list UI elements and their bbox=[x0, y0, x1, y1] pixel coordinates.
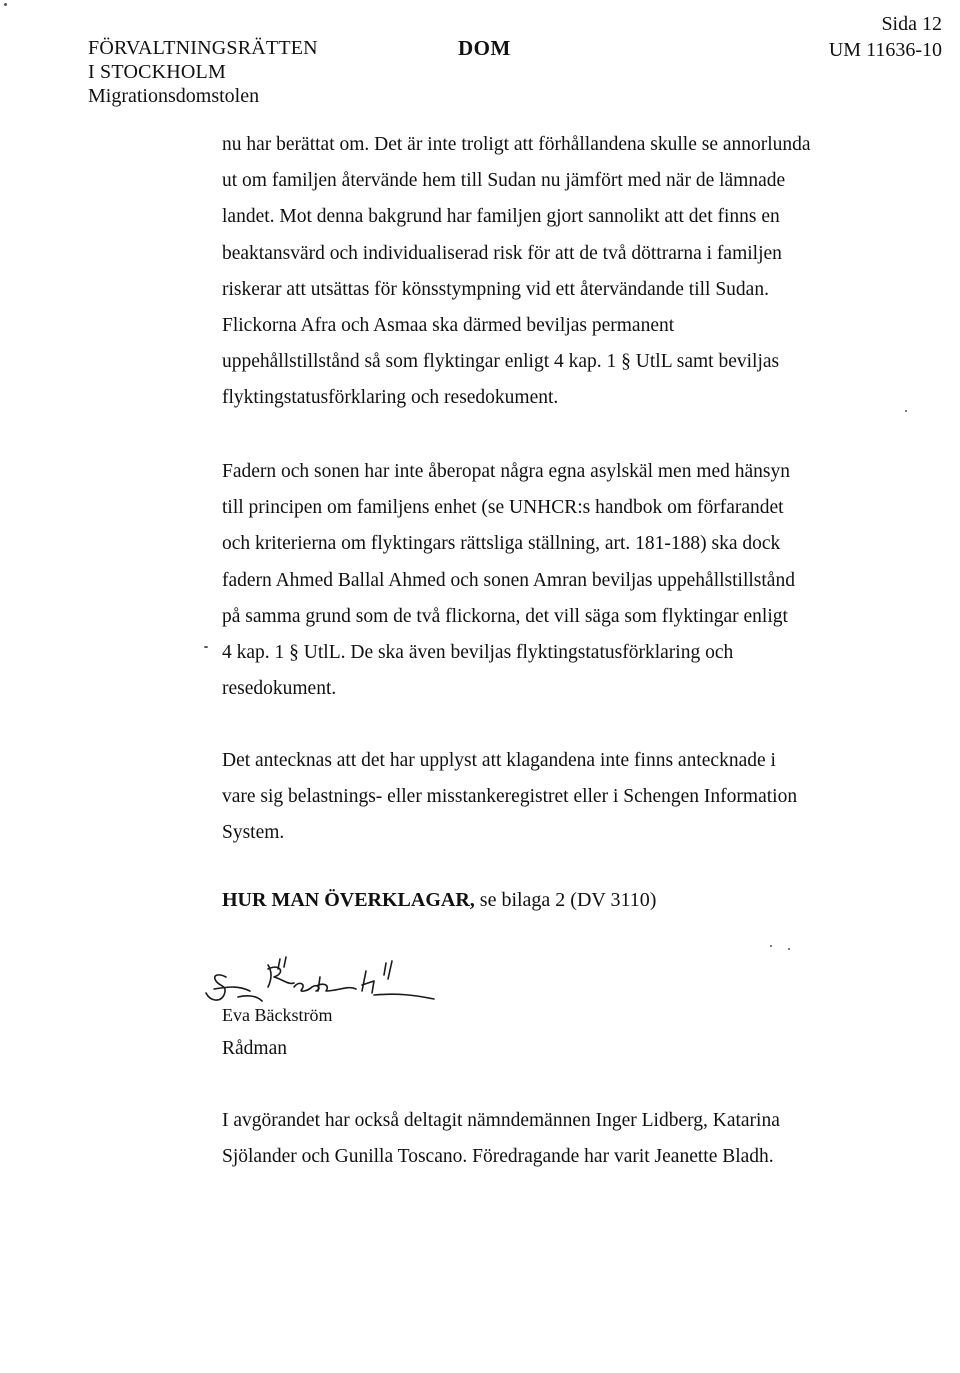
scan-speck bbox=[905, 410, 907, 412]
text-line: till principen om familjens enhet (se UNHCR:s handbok om förfarandet bbox=[222, 497, 784, 519]
text-line: resedokument. bbox=[222, 678, 337, 700]
text-line: 4 kap. 1 § UtlL. De ska även beviljas flyktingstatusförklaring och bbox=[222, 641, 734, 663]
text-line: System. bbox=[222, 822, 285, 844]
page-number: Sida 12 bbox=[881, 13, 942, 35]
text-line: vare sig belastnings- eller misstankeregistret eller i Schengen Information bbox=[222, 786, 798, 808]
case-number: UM 11636-10 bbox=[828, 39, 942, 61]
page-info bbox=[829, 11, 942, 63]
appeal-heading: HUR MAN ÖVERKLAGAR, bbox=[222, 889, 475, 911]
text-line: ut om familjen återvände hem till Sudan nu jämfört med när de lämnade bbox=[222, 170, 786, 192]
court-header bbox=[88, 36, 318, 108]
signer-name: Eva Bäckström bbox=[222, 1005, 333, 1025]
text-line: nu har berättat om. Det är inte troligt att förhållandena skulle se annorlunda bbox=[222, 134, 811, 155]
document-type: DOM bbox=[458, 36, 511, 60]
text-line: Det antecknas att det har upplyst att klagandena inte finns antecknade i bbox=[222, 750, 776, 771]
appeal-instructions bbox=[222, 889, 656, 912]
paragraph-panel-members bbox=[222, 1103, 862, 1175]
text-line: Fadern och sonen har inte åberopat några egna asylskäl men med hänsyn bbox=[222, 461, 791, 482]
text-line: och kriterierna om flyktingars rättsliga ställning, art. 181-188) ska dock bbox=[222, 533, 781, 555]
scan-speck bbox=[788, 948, 790, 950]
text-line: riskerar att utsättas för könsstympning vid ett återvändande till Sudan. bbox=[222, 278, 769, 300]
appeal-reference: se bilaga 2 (DV 3110) bbox=[474, 889, 657, 911]
scan-speck bbox=[4, 3, 7, 6]
text-line: fadern Ahmed Ballal Ahmed och sonen Amran beviljas uppehållstillstånd bbox=[222, 569, 795, 591]
text-line: Flickorna Afra och Asmaa ska därmed beviljas permanent bbox=[222, 314, 675, 336]
scan-speck bbox=[204, 646, 208, 648]
text-line: landet. Mot denna bakgrund har familjen gjort sannolikt att det finns en bbox=[222, 206, 780, 228]
text-line: flyktingstatusförklaring och resedokument. bbox=[222, 387, 559, 409]
text-line: på samma grund som de två flickorna, det vill säga som flyktingar enligt bbox=[222, 605, 788, 627]
court-division: Migrationsdomstolen bbox=[88, 85, 260, 107]
text-line: uppehållstillstånd så som flyktingar enligt 4 kap. 1 § UtlL samt beviljas bbox=[222, 351, 780, 373]
scan-speck bbox=[770, 945, 772, 947]
court-name-line2: I STOCKHOLM bbox=[88, 61, 226, 83]
text-line: I avgörandet har också deltagit nämndemännen Inger Lidberg, Katarina bbox=[222, 1110, 780, 1131]
text-line: beaktansvärd och individualiserad risk för att de två döttrarna i familjen bbox=[222, 242, 782, 264]
paragraph-registry-note bbox=[222, 743, 862, 852]
signer-title: Rådman bbox=[222, 1038, 287, 1059]
paragraph-asylum-assessment bbox=[222, 127, 862, 417]
paragraph-family-unity bbox=[222, 454, 862, 707]
court-name-line1: FÖRVALTNINGSRÄTTEN bbox=[88, 37, 318, 59]
text-line: Sjölander och Gunilla Toscano. Föredragande har varit Jeanette Bladh. bbox=[222, 1146, 774, 1168]
